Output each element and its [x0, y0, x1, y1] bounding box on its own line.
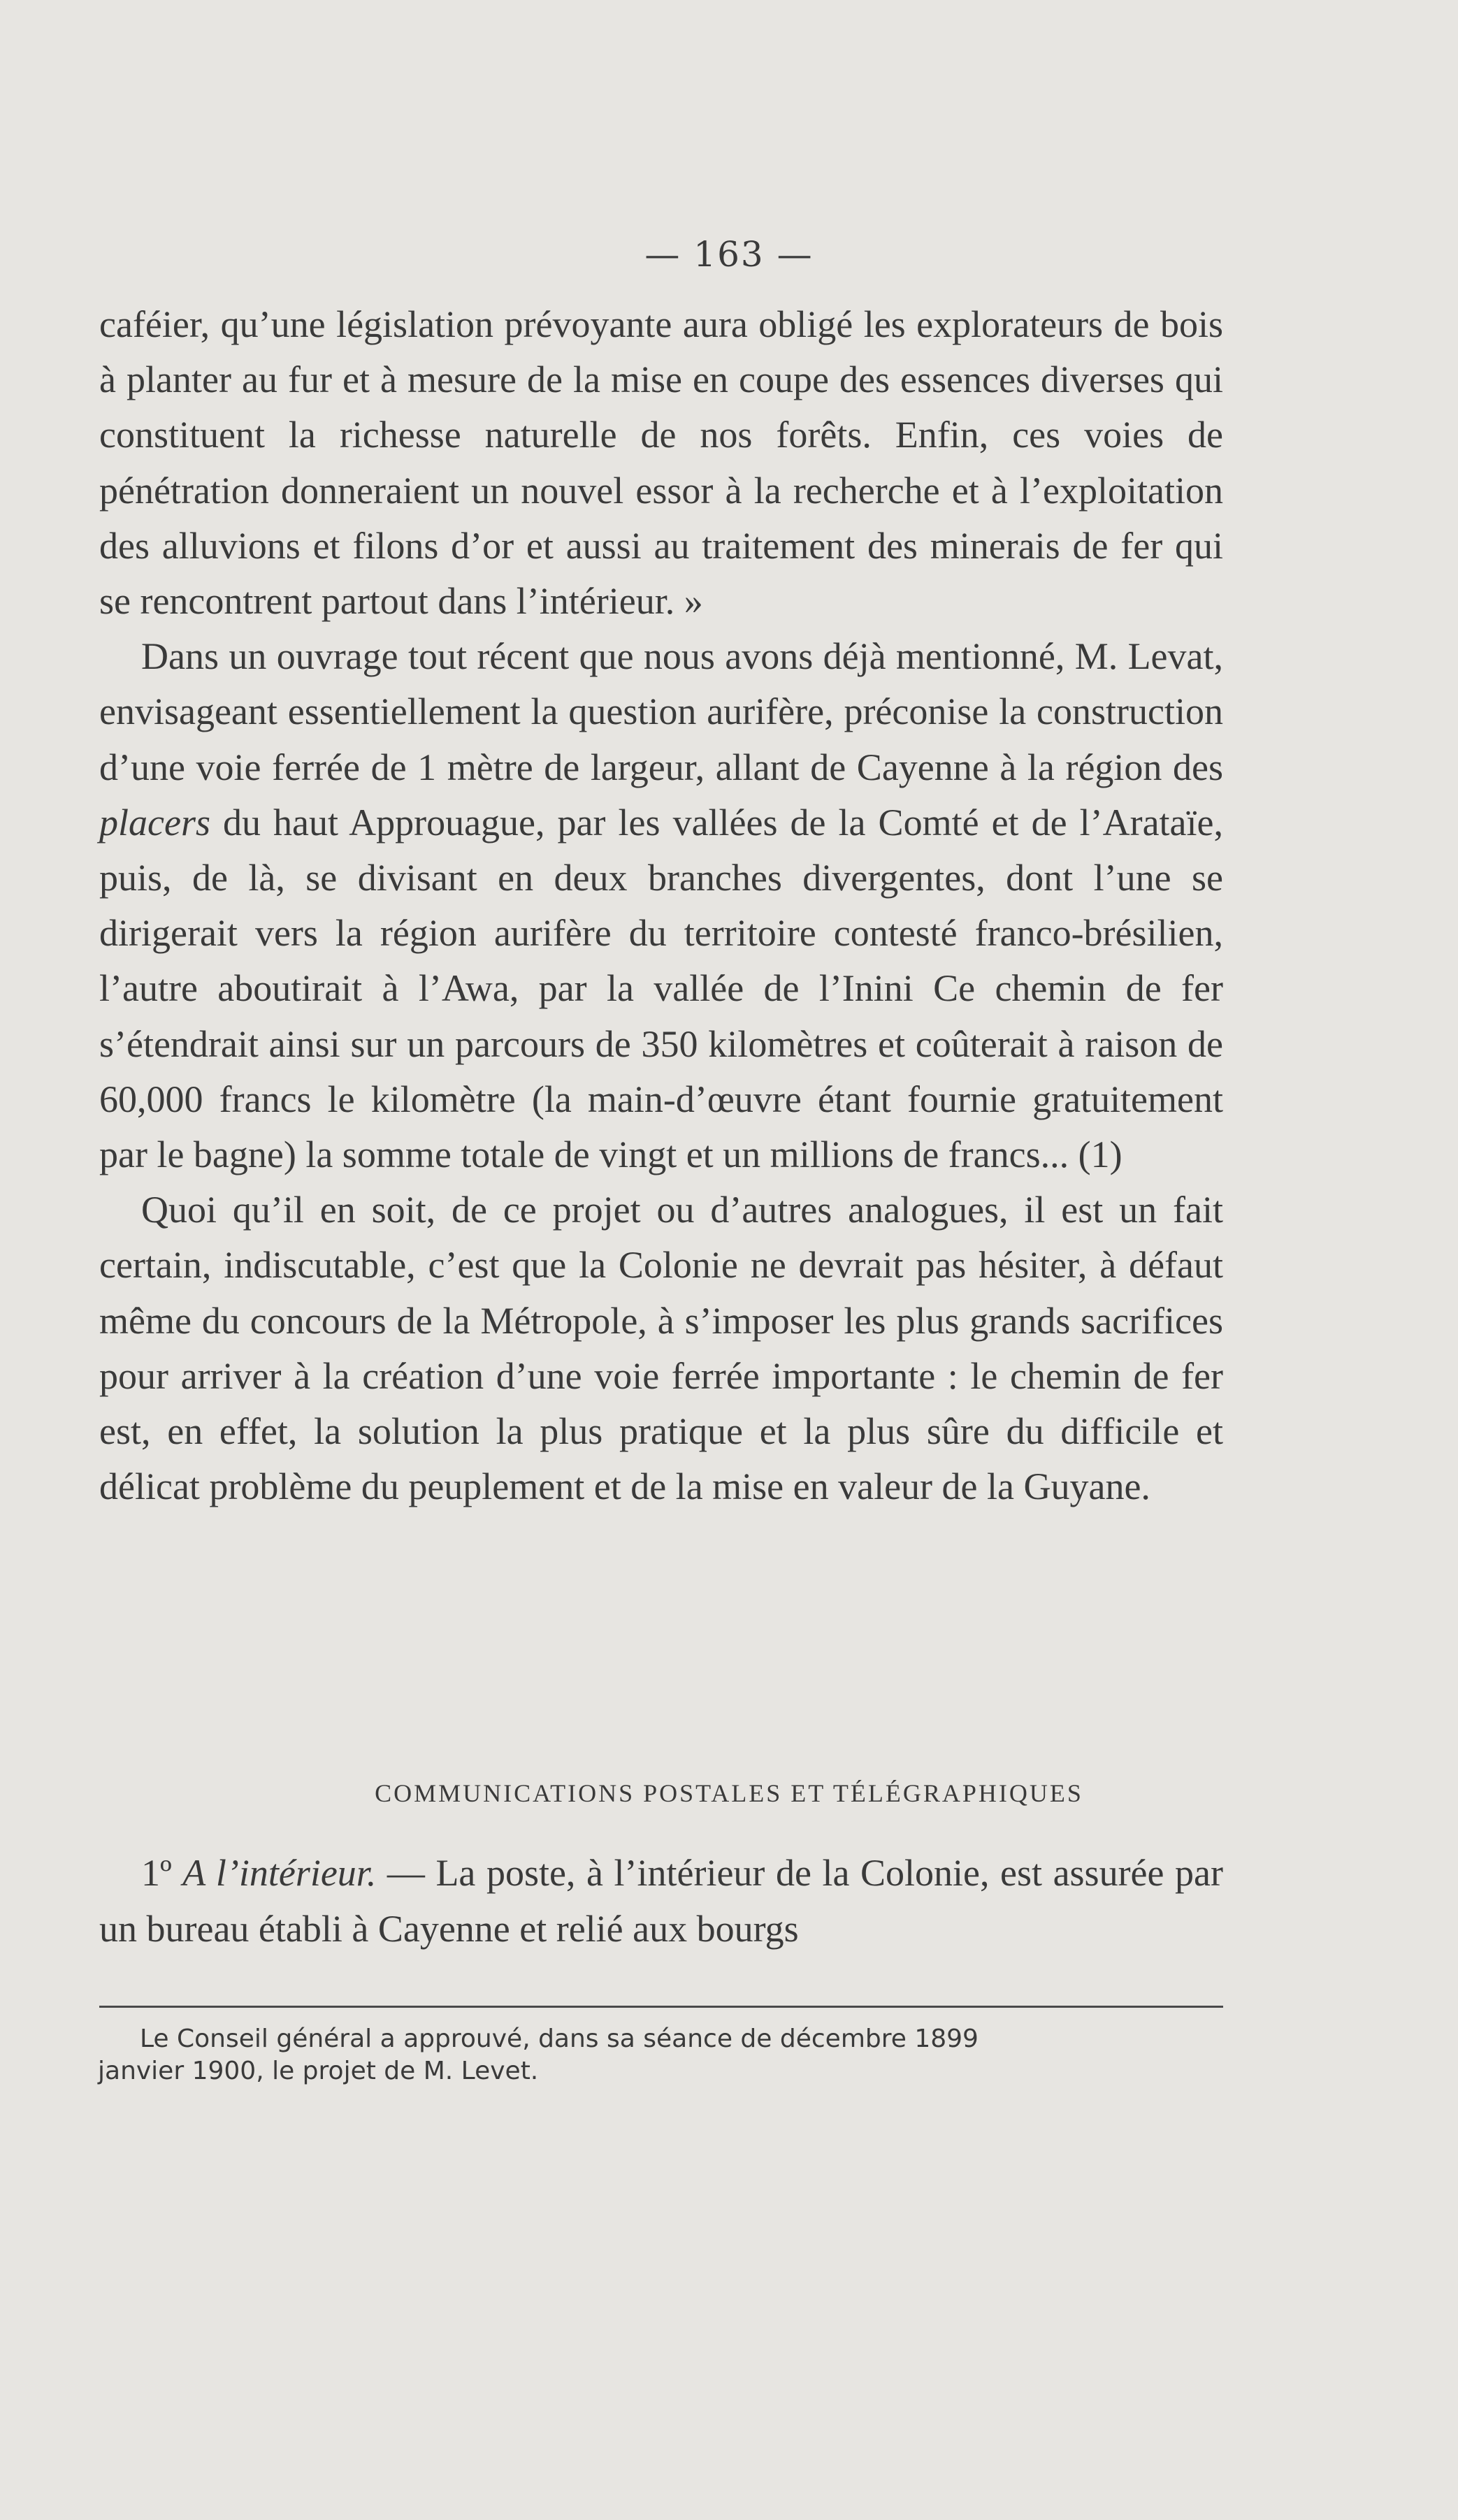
- item-text: — La poste, à l’intérieur de la Colonie, est assurée par un bureau établi à Cayenne et relié aux bourgs: [99, 1852, 1223, 1950]
- footnote-line-2: janvier 1900, le projet de M. Levet.: [98, 2057, 539, 2085]
- paragraph-text: Dans un ouvrage tout récent que nous avons déjà mentionné, M. Levat, envisageant essentiellement la question aurifère, préconise la construction d’une voie ferrée de 1 mètre de largeur, allant de Cayenne à la région des: [99, 635, 1223, 788]
- item-title: A l’intérieur.: [182, 1852, 377, 1894]
- paragraph-conclusion: Quoi qu’il en soit, de ce projet ou d’autres analogues, il est un fait certain, indiscutable, c’est que la Colonie ne devrait pas hésiter, à défaut même du concours de la Métropole, à s’imposer les plus grands sacrifices pour arriver à la création d’une voie ferrée importante : le chemin de fer est, en effet, la solution la plus pratique et la plus sûre du difficile et délicat problème du peuplement et de la mise en valeur de la Guyane.: [99, 1189, 1223, 1508]
- section-heading: COMMUNICATIONS POSTALES ET TÉLÉGRAPHIQUES: [375, 1779, 1083, 1807]
- item-number: 1º: [141, 1852, 183, 1894]
- page-number: — 163 —: [644, 234, 814, 275]
- footnote-line-1: Le Conseil général a approuvé, dans sa séance de décembre 1899: [140, 2025, 979, 2053]
- paragraph-levat-project: [99, 629, 1223, 1182]
- paragraph-text: du haut Approuague, par les vallées de la Comté et de l’Arataïe, puis, de là, se divisant en deux branches divergentes, dont l’une se dirigerait vers la région aurifère du territoire contesté franco-brésilien, l’autre aboutirait à l’Awa, par la vallée de l’Inini Ce chemin de fer s’étendrait ainsi sur un parcours de 350 kilomètres et coûterait à raison de 60,000 francs le kilomètre (la main-d’œuvre étant fournie gratuitement par le bagne) la somme totale de vingt et un millions de francs... (1): [99, 801, 1223, 1176]
- footnote-divider: [99, 2006, 1223, 2008]
- body-text: [99, 297, 1223, 1514]
- section-text: [99, 1845, 1223, 1957]
- paragraph-continuation: caféier, qu’une législation prévoyante aura obligé les explorateurs de bois à planter au fur et à mesure de la mise en coupe des essences diverses qui constituent la richesse naturelle de nos forêts. Enfin, ces voies de pénétration donneraient un nouvel essor à la recherche et à l’exploitation des alluvions et filons d’or et aussi au traitement des minerais de fer qui se rencontrent partout dans l’intérieur. »: [99, 303, 1223, 623]
- footnote: [98, 2023, 1230, 2087]
- section-paragraph: [99, 1845, 1223, 1957]
- italic-term: placers: [99, 801, 210, 843]
